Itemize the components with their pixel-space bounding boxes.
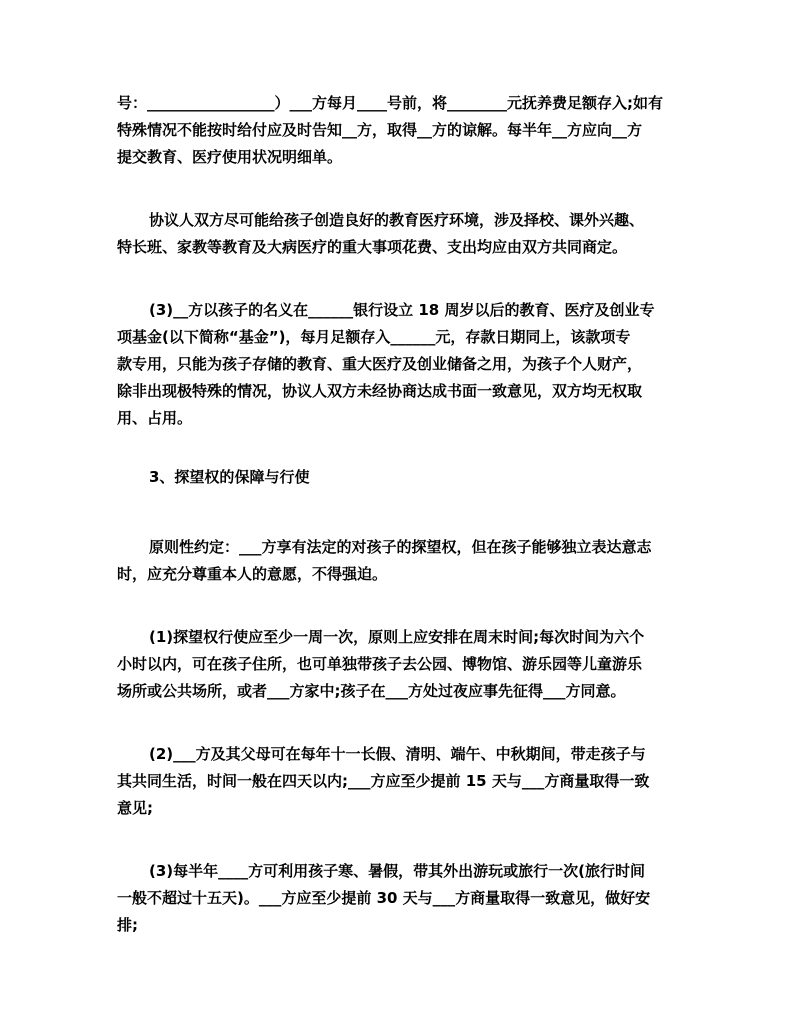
text-line: 除非出现极特殊的情况，协议人双方未经协商达成书面一致意见，双方均无权取: [117, 382, 643, 400]
paragraph-special-fund: [117, 297, 677, 432]
text-line: 排;: [117, 916, 138, 934]
section-title: 3、探望权的保障与行使: [149, 468, 310, 486]
text-line: 提交教育、医疗使用状况明细单。: [117, 148, 343, 166]
text-line: 小时以内，可在孩子住所，也可单独带孩子去公园、博物馆、游乐园等儿童游乐: [117, 655, 643, 673]
text-line: 意见;: [117, 799, 153, 817]
paragraph-visitation-holidays: [117, 741, 677, 822]
section-heading-visitation: [117, 464, 677, 491]
text-line: 协议人双方尽可能给孩子创造良好的教育医疗环境，涉及择校、课外兴趣、: [149, 211, 645, 229]
text-line: 场所或公共场所，或者___方家中;孩子在___方处过夜应事先征得___方同意。: [117, 682, 626, 700]
text-line: 项基金(以下简称“基金”)，每月足额存入______元，存款日期同上，该款项专: [117, 328, 631, 346]
text-line: 特殊情况不能按时给付应及时告知__方，取得__方的谅解。每半年__方应向__方: [117, 121, 643, 139]
text-line: 号：_________________）___方每月____号前，将________元抚养费足额存入;如有: [117, 94, 664, 112]
paragraph-education-medical: [117, 207, 677, 261]
text-line: (3)每半年____方可利用孩子寒、暑假，带其外出游玩或旅行一次(旅行时间: [149, 862, 646, 880]
text-line: (2)___方及其父母可在每年十一长假、清明、端午、中秋期间，带走孩子与: [149, 745, 646, 763]
paragraph-visitation-principle: [117, 534, 677, 588]
text-line: 款专用，只能为孩子存储的教育、重大医疗及创业储备之用，为孩子个人财产，: [117, 355, 643, 373]
text-line: 原则性约定：___方享有法定的对孩子的探望权，但在孩子能够独立表达意志: [149, 538, 652, 556]
text-line: 特长班、家教等教育及大病医疗的重大事项花费、支出均应由双方共同商定。: [117, 238, 628, 256]
paragraph-visitation-vacations: [117, 858, 677, 939]
paragraph-visitation-weekly: [117, 624, 677, 705]
text-line: (3)__方以孩子的名义在______银行设立 18 周岁以后的教育、医疗及创业专: [149, 301, 655, 319]
text-line: 用、占用。: [117, 409, 193, 427]
paragraph-support-payment: [117, 90, 677, 171]
text-line: 其共同生活，时间一般在四天以内;___方应至少提前 15 天与___方商量取得一致: [117, 772, 650, 790]
text-line: (1)探望权行使应至少一周一次，原则上应安排在周末时间;每次时间为六个: [149, 628, 645, 646]
text-line: 时，应充分尊重本人的意愿，不得强迫。: [117, 565, 388, 583]
text-line: 一般不超过十五天)。___方应至少提前 30 天与___方商量取得一致意见，做好安: [117, 889, 651, 907]
